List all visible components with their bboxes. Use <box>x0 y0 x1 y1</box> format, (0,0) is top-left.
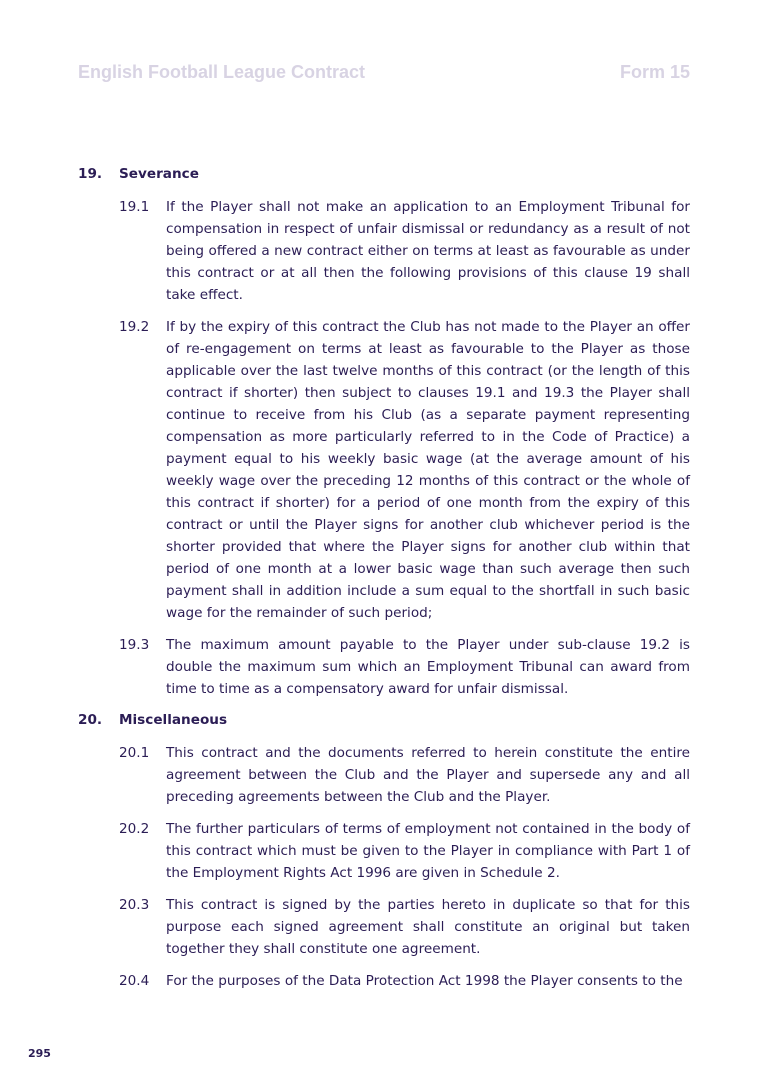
section-title: Miscellaneous <box>119 712 228 728</box>
section-title: Severance <box>119 166 199 182</box>
clause <box>119 742 690 808</box>
clause-number: 20.1 <box>119 745 150 761</box>
clause-text: If by the expiry of this contract the Club has not made to the Player an offer of re-engagement on terms at least as favourable to the Player as those applicable over the last twelve months of this contract (or the length of this contract if shorter) then subject to clauses 19.1 and 19.3 the Player shall continue to receive from his Club (as a separate payment representing compensation as more particularly referred to in the Code of Practice) a payment equal to his weekly basic wage (at the average amount of his weekly wage over the preceding 12 months of this contract or the whole of this contract if shorter) for a period of one month from the expiry of this contract or until the Player signs for another club whichever period is the shorter provided that where the Player signs for another club within that period of one month at a lower basic wage than such average then such payment shall in addition include a sum equal to the shortfall in such basic wage for the remainder of such period; <box>166 319 690 621</box>
section-number: 20. <box>78 712 103 728</box>
clause <box>119 316 690 624</box>
clause-text: This contract is signed by the parties hereto in duplicate so that for this purpose each signed agreement shall constitute an original but taken together they shall constitute one agreement. <box>166 897 690 957</box>
contract-body <box>78 164 690 1002</box>
clause-text: For the purposes of the Data Protection Act 1998 the Player consents to the <box>166 973 683 989</box>
clause-number: 20.3 <box>119 897 150 913</box>
section-heading <box>78 164 690 184</box>
clause <box>119 634 690 700</box>
clause-text: This contract and the documents referred to herein constitute the entire agreement between the Club and the Player and supersede any and all preceding agreements between the Club and the Player. <box>166 745 690 805</box>
page-number: 295 <box>28 1047 51 1060</box>
document-title: English Football League Contract <box>78 62 366 82</box>
clause-number: 19.1 <box>119 199 150 215</box>
clause-text: If the Player shall not make an application to an Employment Tribunal for compensation in respect of unfair dismissal or redundancy as a result of not being offered a new contract either on terms at least as favourable as under this contract or at all then the following provisions of this clause 19 shall take effect. <box>166 199 690 303</box>
page-header <box>78 62 690 83</box>
clause <box>119 818 690 884</box>
section-heading <box>78 710 690 730</box>
clause-number: 19.3 <box>119 637 150 653</box>
clause-text: The maximum amount payable to the Player under sub-clause 19.2 is double the maximum sum which an Employment Tribunal can award from time to time as a compensatory award for unfair dismissal. <box>166 637 690 697</box>
clause <box>119 196 690 306</box>
clause-number: 20.4 <box>119 973 150 989</box>
section-number: 19. <box>78 166 103 182</box>
form-label: Form 15 <box>619 62 690 82</box>
clause-text: The further particulars of terms of employment not contained in the body of this contract which must be given to the Player in compliance with Part 1 of the Employment Rights Act 1996 are given in Schedule 2. <box>166 821 690 881</box>
clause-number: 19.2 <box>119 319 150 335</box>
clause <box>119 894 690 960</box>
clause <box>119 970 690 992</box>
clause-number: 20.2 <box>119 821 150 837</box>
